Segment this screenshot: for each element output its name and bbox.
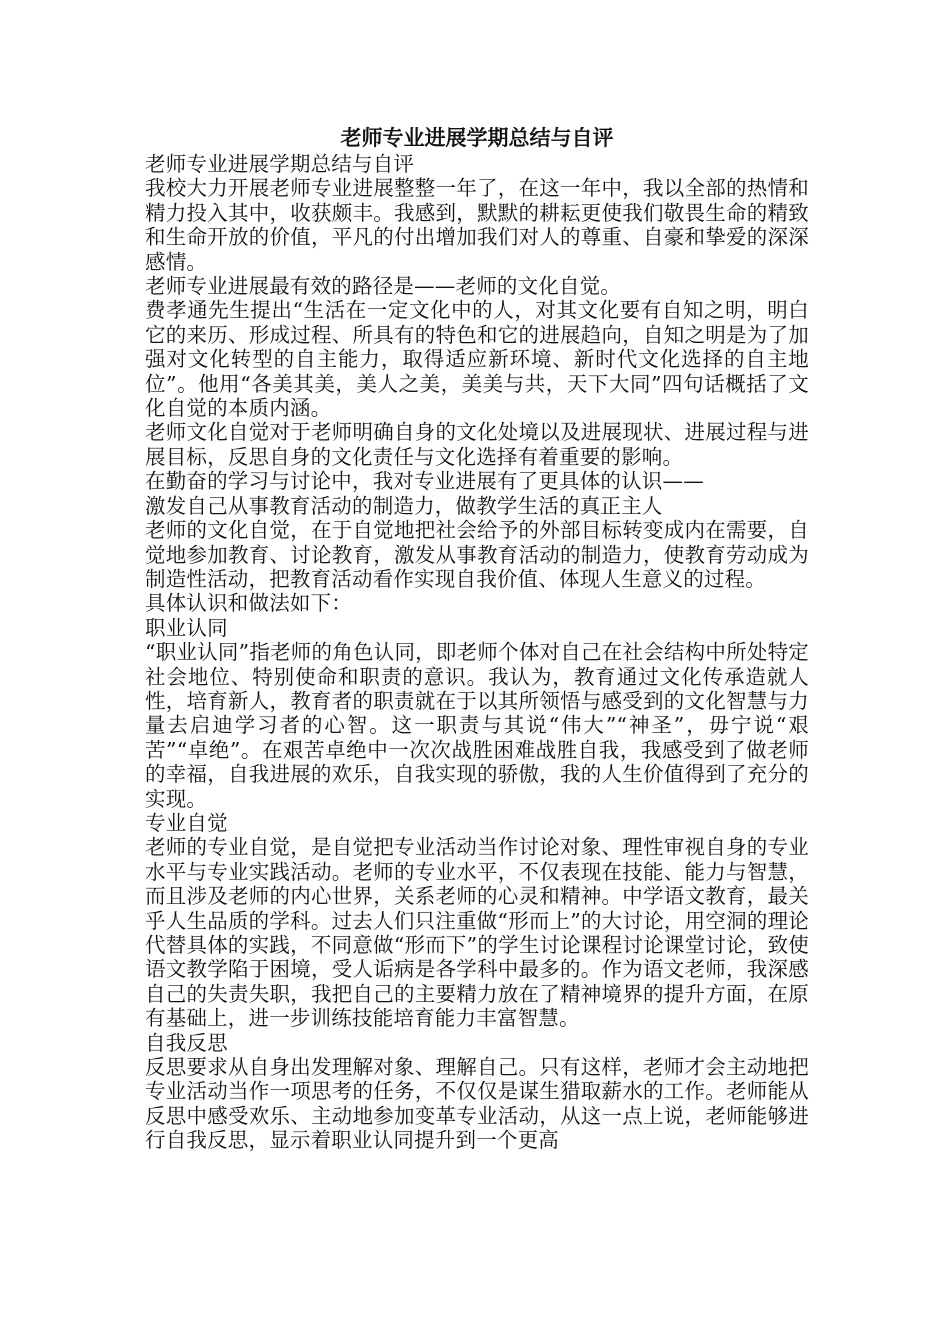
paragraph-career-identity: “职业认同”指老师的角色认同，即老师个体对自己在社会结构中所处特定社会地位、特别使命和职责的意识。我认为，教育通过文化传承造就人性，培育新人，教育者的职责就在于以其所领悟与感受到的文化智慧与力量去启迪学习者的心智。这一职责与其说“伟大”“神圣”，毋宁说“艰苦”“卓绝”。在艰苦卓绝中一次次战胜困难战胜自我，我感受到了做老师的幸福，自我进展的欢乐，自我实现的骄傲，我的人生价值得到了充分的实现。 [145, 640, 809, 811]
paragraph-practice-intro: 具体认识和做法如下： [145, 591, 352, 616]
paragraph-intro: 我校大力开展老师专业进展整整一年了，在这一年中，我以全部的热情和精力投入其中，收获颇丰。我感到，默默的耕耘更使我们敬畏生命的精致和生命开放的价值，平凡的付出增加我们对人的尊重、自豪和挚爱的深深感情。 [145, 176, 809, 274]
paragraph-self-reflection: 反思要求从自身出发理解对象、理解自己。只有这样，老师才会主动地把专业活动当作一项思考的任务，不仅仅是谋生猎取薪水的工作。老师能从反思中感受欢乐、主动地参加变革专业活动，从这一点上说，老师能够进行自我反思，显示着职业认同提升到一个更高 [145, 1055, 809, 1153]
document-title: 老师专业进展学期总结与自评 [340, 125, 614, 150]
paragraph-creativity: 激发自己从事教育活动的制造力，做教学生活的真正主人 [145, 493, 663, 518]
paragraph-study: 在勤奋的学习与讨论中，我对专业进展有了更具体的认识—— [145, 469, 704, 494]
document-body [145, 124, 809, 1153]
section-heading-career-identity: 职业认同 [145, 615, 228, 640]
paragraph-path: 老师专业进展最有效的路径是——老师的文化自觉。 [145, 274, 622, 299]
section-heading-self-reflection: 自我反思 [145, 1030, 228, 1055]
paragraph-subtitle: 老师专业进展学期总结与自评 [145, 152, 415, 176]
section-heading-professional-awareness: 专业自觉 [145, 810, 228, 835]
paragraph-cultural-consciousness: 老师的文化自觉，在于自觉地把社会给予的外部目标转变成内在需要，自觉地参加教育、讨论教育，激发从事教育活动的制造力，使教育劳动成为制造性活动，把教育活动看作实现自我价值、体现人生意义的过程。 [145, 518, 809, 591]
paragraph-professional-awareness: 老师的专业自觉，是自觉把专业活动当作讨论对象、理性审视自身的专业水平与专业实践活动。老师的专业水平，不仅表现在技能、能力与智慧，而且涉及老师的内心世界，关系老师的心灵和精神。中学语文教育，最关乎人生品质的学科。过去人们只注重做“形而上”的大讨论，用空洞的理论代替具体的实践，不同意做“形而下”的学生讨论课程讨论课堂讨论，致使语文教学陷于困境，受人诟病是各学科中最多的。作为语文老师，我深感自己的失责失职，我把自己的主要精力放在了精神境界的提升方面，在原有基础上，进一步训练技能培育能力丰富智慧。 [145, 835, 809, 1031]
paragraph-cultural-awareness: 老师文化自觉对于老师明确自身的文化处境以及进展现状、进展过程与进展目标，反思自身的文化责任与文化选择有着重要的影响。 [145, 420, 809, 469]
paragraph-fei-quote: 费孝通先生提出“生活在一定文化中的人，对其文化要有自知之明，明白它的来历、形成过程、所具有的特色和它的进展趋向，自知之明是为了加强对文化转型的自主能力，取得适应新环境、新时代文化选择的自主地位”。他用“各美其美，美人之美，美美与共，天下大同”四句话概括了文化自觉的本质内涵。 [145, 298, 809, 421]
